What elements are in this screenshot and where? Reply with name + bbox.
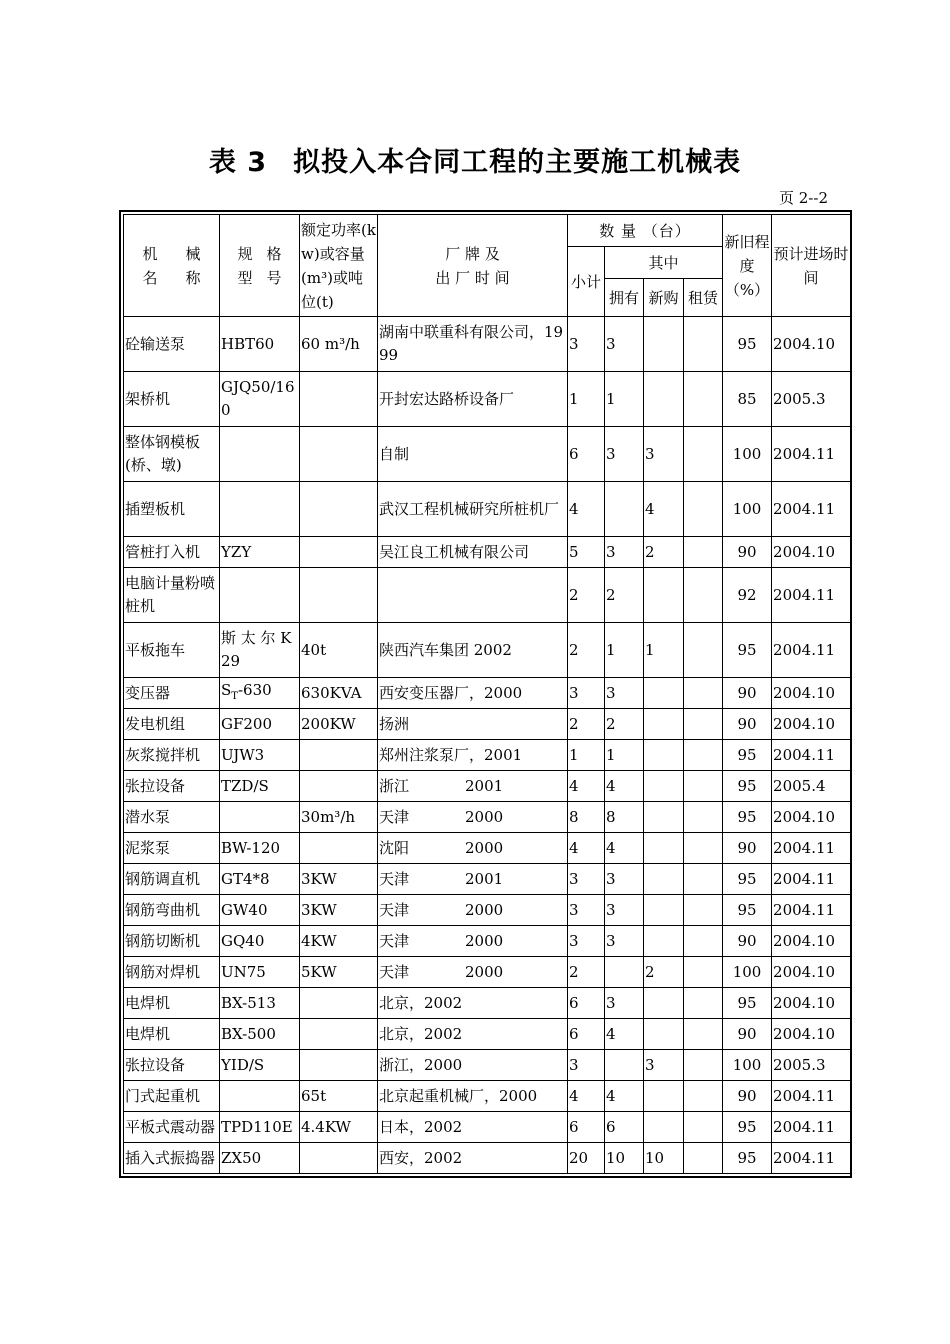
- cell-lease: [684, 1019, 723, 1050]
- cell-name: 变压器: [124, 678, 220, 709]
- cell-name: 管桩打入机: [124, 537, 220, 568]
- table-row: [124, 988, 851, 1019]
- page-number: 页 2--2: [779, 189, 828, 207]
- page-title: [0, 140, 950, 179]
- cell-subtotal: 1: [568, 740, 605, 771]
- cell-lease: [684, 1050, 723, 1081]
- cell-condition: 90: [723, 926, 772, 957]
- cell-name: 张拉设备: [124, 1050, 220, 1081]
- cell-name: 平板拖车: [124, 623, 220, 678]
- cell-model: [220, 427, 300, 482]
- cell-power: 200KW: [300, 709, 378, 740]
- header-name: 机 械 名 称: [124, 215, 220, 317]
- cell-maker: 日本，2002: [378, 1112, 568, 1143]
- cell-arrival: 2004.10: [772, 988, 851, 1019]
- cell-condition: 100: [723, 957, 772, 988]
- cell-model: GW40: [220, 895, 300, 926]
- cell-owned: 8: [605, 802, 644, 833]
- cell-arrival: 2005.4: [772, 771, 851, 802]
- table-row: [124, 1143, 851, 1174]
- table-body: [124, 317, 851, 1174]
- header-owned: 拥有: [605, 279, 644, 317]
- cell-owned: 4: [605, 771, 644, 802]
- table-row: [124, 678, 851, 709]
- cell-maker: 浙江，2000: [378, 1050, 568, 1081]
- equipment-table: [123, 214, 851, 1174]
- cell-condition: 90: [723, 678, 772, 709]
- cell-arrival: 2004.10: [772, 957, 851, 988]
- cell-power: [300, 833, 378, 864]
- cell-maker: 天津 2000: [378, 895, 568, 926]
- cell-condition: 95: [723, 623, 772, 678]
- cell-subtotal: 3: [568, 926, 605, 957]
- cell-arrival: 2004.11: [772, 623, 851, 678]
- cell-lease: [684, 1143, 723, 1174]
- cell-subtotal: 3: [568, 895, 605, 926]
- cell-subtotal: 6: [568, 1019, 605, 1050]
- cell-subtotal: 4: [568, 833, 605, 864]
- cell-power: [300, 537, 378, 568]
- table-row: [124, 482, 851, 537]
- cell-power: 5KW: [300, 957, 378, 988]
- cell-model: UJW3: [220, 740, 300, 771]
- cell-owned: 3: [605, 926, 644, 957]
- header-condition: 新旧程度（%）: [723, 215, 772, 317]
- table-row: [124, 802, 851, 833]
- table-row: [124, 833, 851, 864]
- cell-model: ZX50: [220, 1143, 300, 1174]
- cell-new: [644, 771, 684, 802]
- cell-new: [644, 1019, 684, 1050]
- cell-owned: 3: [605, 864, 644, 895]
- cell-subtotal: 3: [568, 864, 605, 895]
- table-row: [124, 740, 851, 771]
- cell-lease: [684, 1112, 723, 1143]
- table-row: [124, 864, 851, 895]
- cell-subtotal: 3: [568, 317, 605, 372]
- cell-power: [300, 771, 378, 802]
- table-header: [124, 215, 851, 317]
- cell-subtotal: 2: [568, 957, 605, 988]
- cell-maker: 天津 2000: [378, 802, 568, 833]
- header-quantity: 数 量 （台）: [568, 215, 723, 247]
- cell-subtotal: 4: [568, 771, 605, 802]
- cell-subtotal: 2: [568, 709, 605, 740]
- header-of-which: 其中: [605, 247, 723, 279]
- cell-power: [300, 372, 378, 427]
- cell-condition: 92: [723, 568, 772, 623]
- cell-model: BX-513: [220, 988, 300, 1019]
- cell-condition: 90: [723, 1081, 772, 1112]
- cell-subtotal: 2: [568, 623, 605, 678]
- cell-condition: 95: [723, 864, 772, 895]
- cell-power: 3KW: [300, 895, 378, 926]
- cell-subtotal: 5: [568, 537, 605, 568]
- table-row: [124, 1050, 851, 1081]
- cell-lease: [684, 709, 723, 740]
- cell-model: $S_T-630$: [220, 678, 300, 709]
- cell-new: [644, 1112, 684, 1143]
- cell-name: 砼输送泵: [124, 317, 220, 372]
- cell-owned: 4: [605, 1019, 644, 1050]
- cell-maker: 西安，2002: [378, 1143, 568, 1174]
- cell-new: 2: [644, 537, 684, 568]
- cell-power: [300, 988, 378, 1019]
- title-text: 拟投入本合同工程的主要施工机械表: [293, 147, 742, 178]
- cell-new: 2: [644, 957, 684, 988]
- cell-owned: 2: [605, 568, 644, 623]
- cell-new: [644, 1081, 684, 1112]
- cell-maker: 天津 2000: [378, 957, 568, 988]
- cell-subtotal: 8: [568, 802, 605, 833]
- cell-name: 钢筋对焊机: [124, 957, 220, 988]
- cell-arrival: 2004.11: [772, 568, 851, 623]
- cell-owned: [605, 482, 644, 537]
- cell-model: [220, 568, 300, 623]
- cell-arrival: 2004.10: [772, 317, 851, 372]
- cell-lease: [684, 623, 723, 678]
- cell-subtotal: 6: [568, 427, 605, 482]
- cell-lease: [684, 988, 723, 1019]
- cell-lease: [684, 537, 723, 568]
- cell-arrival: 2004.11: [772, 427, 851, 482]
- cell-power: 4KW: [300, 926, 378, 957]
- cell-name: 电焊机: [124, 988, 220, 1019]
- table-row: [124, 957, 851, 988]
- cell-power: [300, 427, 378, 482]
- cell-maker: 自制: [378, 427, 568, 482]
- cell-model: UN75: [220, 957, 300, 988]
- cell-subtotal: 3: [568, 1050, 605, 1081]
- cell-owned: 3: [605, 678, 644, 709]
- cell-maker: 武汉工程机械研究所桩机厂: [378, 482, 568, 537]
- cell-condition: 100: [723, 1050, 772, 1081]
- cell-arrival: 2004.11: [772, 895, 851, 926]
- cell-maker: 浙江 2001: [378, 771, 568, 802]
- cell-lease: [684, 568, 723, 623]
- cell-owned: [605, 1050, 644, 1081]
- cell-model: 斯 太 尔 K29: [220, 623, 300, 678]
- cell-owned: 3: [605, 317, 644, 372]
- equipment-table-frame: [119, 210, 852, 1178]
- cell-power: 3KW: [300, 864, 378, 895]
- cell-condition: 90: [723, 833, 772, 864]
- cell-lease: [684, 771, 723, 802]
- cell-name: 钢筋弯曲机: [124, 895, 220, 926]
- table-row: [124, 709, 851, 740]
- cell-model: YID/S: [220, 1050, 300, 1081]
- cell-owned: 2: [605, 709, 644, 740]
- cell-name: 张拉设备: [124, 771, 220, 802]
- cell-condition: 95: [723, 988, 772, 1019]
- cell-maker: 吴江良工机械有限公司: [378, 537, 568, 568]
- cell-maker: 扬洲: [378, 709, 568, 740]
- cell-new: [644, 988, 684, 1019]
- cell-owned: 10: [605, 1143, 644, 1174]
- table-row: [124, 895, 851, 926]
- cell-new: [644, 372, 684, 427]
- cell-subtotal: 20: [568, 1143, 605, 1174]
- cell-name: 平板式震动器: [124, 1112, 220, 1143]
- cell-model: GF200: [220, 709, 300, 740]
- table-row: [124, 568, 851, 623]
- cell-new: [644, 740, 684, 771]
- table-row: [124, 771, 851, 802]
- cell-model: [220, 802, 300, 833]
- cell-maker: [378, 568, 568, 623]
- cell-maker: 北京，2002: [378, 1019, 568, 1050]
- cell-new: [644, 709, 684, 740]
- cell-arrival: 2005.3: [772, 1050, 851, 1081]
- cell-arrival: 2004.11: [772, 482, 851, 537]
- cell-name: 插入式振捣器: [124, 1143, 220, 1174]
- cell-name: 潜水泵: [124, 802, 220, 833]
- cell-new: [644, 864, 684, 895]
- cell-power: [300, 482, 378, 537]
- cell-maker: 天津 2001: [378, 864, 568, 895]
- cell-subtotal: 4: [568, 1081, 605, 1112]
- cell-new: 1: [644, 623, 684, 678]
- cell-maker: 天津 2000: [378, 926, 568, 957]
- cell-power: 40t: [300, 623, 378, 678]
- cell-model: TZD/S: [220, 771, 300, 802]
- cell-arrival: 2004.10: [772, 1019, 851, 1050]
- cell-model: YZY: [220, 537, 300, 568]
- cell-power: 4.4KW: [300, 1112, 378, 1143]
- cell-name: 门式起重机: [124, 1081, 220, 1112]
- cell-lease: [684, 317, 723, 372]
- cell-owned: 1: [605, 740, 644, 771]
- cell-condition: 95: [723, 802, 772, 833]
- cell-owned: 3: [605, 988, 644, 1019]
- header-arrival: 预计进场时间: [772, 215, 851, 317]
- cell-maker: 西安变压器厂，2000: [378, 678, 568, 709]
- cell-power: [300, 740, 378, 771]
- cell-power: [300, 568, 378, 623]
- cell-new: [644, 678, 684, 709]
- cell-condition: 95: [723, 740, 772, 771]
- cell-model: TPD110E: [220, 1112, 300, 1143]
- cell-arrival: 2004.11: [772, 740, 851, 771]
- cell-arrival: 2004.10: [772, 709, 851, 740]
- cell-subtotal: 2: [568, 568, 605, 623]
- cell-name: 架桥机: [124, 372, 220, 427]
- cell-model: GT4*8: [220, 864, 300, 895]
- cell-new: [644, 802, 684, 833]
- cell-new: 3: [644, 1050, 684, 1081]
- cell-name: 泥浆泵: [124, 833, 220, 864]
- table-row: [124, 317, 851, 372]
- cell-condition: 95: [723, 771, 772, 802]
- cell-lease: [684, 926, 723, 957]
- cell-model: GQ40: [220, 926, 300, 957]
- title-label: 表 3: [208, 147, 268, 178]
- cell-condition: 95: [723, 1112, 772, 1143]
- cell-new: 3: [644, 427, 684, 482]
- cell-model: HBT60: [220, 317, 300, 372]
- cell-maker: 北京起重机械厂，2000: [378, 1081, 568, 1112]
- cell-owned: 4: [605, 833, 644, 864]
- cell-maker: 陕西汽车集团 2002: [378, 623, 568, 678]
- table-row: [124, 427, 851, 482]
- cell-condition: 95: [723, 317, 772, 372]
- cell-model: BW-120: [220, 833, 300, 864]
- cell-lease: [684, 802, 723, 833]
- cell-new: 4: [644, 482, 684, 537]
- cell-condition: 85: [723, 372, 772, 427]
- cell-lease: [684, 864, 723, 895]
- cell-lease: [684, 833, 723, 864]
- cell-new: [644, 895, 684, 926]
- cell-arrival: 2004.10: [772, 678, 851, 709]
- header-maker: 厂 牌 及 出 厂 时 间: [378, 215, 568, 317]
- header-model: 规 格 型 号: [220, 215, 300, 317]
- cell-subtotal: 4: [568, 482, 605, 537]
- cell-subtotal: 6: [568, 1112, 605, 1143]
- cell-lease: [684, 740, 723, 771]
- cell-name: 电焊机: [124, 1019, 220, 1050]
- cell-name: 灰浆搅拌机: [124, 740, 220, 771]
- header-lease: 租赁: [684, 279, 723, 317]
- cell-new: 10: [644, 1143, 684, 1174]
- cell-maker: 北京，2002: [378, 988, 568, 1019]
- cell-power: [300, 1050, 378, 1081]
- cell-lease: [684, 1081, 723, 1112]
- cell-lease: [684, 957, 723, 988]
- cell-owned: 6: [605, 1112, 644, 1143]
- cell-subtotal: 1: [568, 372, 605, 427]
- cell-maker: 沈阳 2000: [378, 833, 568, 864]
- cell-model: [220, 1081, 300, 1112]
- cell-name: 插塑板机: [124, 482, 220, 537]
- cell-subtotal: 3: [568, 678, 605, 709]
- table-row: [124, 1081, 851, 1112]
- cell-lease: [684, 895, 723, 926]
- cell-owned: 3: [605, 537, 644, 568]
- cell-owned: 1: [605, 372, 644, 427]
- cell-owned: 4: [605, 1081, 644, 1112]
- cell-lease: [684, 372, 723, 427]
- cell-model: [220, 482, 300, 537]
- header-subtotal: 小计: [568, 247, 605, 317]
- cell-condition: 100: [723, 427, 772, 482]
- cell-lease: [684, 482, 723, 537]
- cell-name: 整体钢模板(桥、墩): [124, 427, 220, 482]
- table-row: [124, 623, 851, 678]
- cell-condition: 90: [723, 709, 772, 740]
- cell-owned: 3: [605, 427, 644, 482]
- table-row: [124, 372, 851, 427]
- cell-condition: 90: [723, 1019, 772, 1050]
- cell-new: [644, 317, 684, 372]
- table-row: [124, 537, 851, 568]
- cell-condition: 90: [723, 537, 772, 568]
- cell-condition: 95: [723, 1143, 772, 1174]
- cell-maker: 开封宏达路桥设备厂: [378, 372, 568, 427]
- cell-arrival: 2004.11: [772, 1143, 851, 1174]
- cell-arrival: 2004.11: [772, 1112, 851, 1143]
- cell-condition: 95: [723, 895, 772, 926]
- cell-name: 发电机组: [124, 709, 220, 740]
- cell-new: [644, 926, 684, 957]
- cell-owned: 3: [605, 895, 644, 926]
- table-row: [124, 1112, 851, 1143]
- cell-power: 30m³/h: [300, 802, 378, 833]
- table-row: [124, 926, 851, 957]
- cell-power: 65t: [300, 1081, 378, 1112]
- cell-name: 钢筋切断机: [124, 926, 220, 957]
- cell-new: [644, 568, 684, 623]
- cell-power: 630KVA: [300, 678, 378, 709]
- cell-power: 60 m³/h: [300, 317, 378, 372]
- cell-arrival: 2004.11: [772, 864, 851, 895]
- cell-model: GJQ50/160: [220, 372, 300, 427]
- cell-arrival: 2004.11: [772, 833, 851, 864]
- cell-lease: [684, 427, 723, 482]
- cell-arrival: 2004.11: [772, 1081, 851, 1112]
- cell-maker: 湖南中联重科有限公司，1999: [378, 317, 568, 372]
- header-new-purchase: 新购: [644, 279, 684, 317]
- header-power: 额定功率(kw)或容量 (m³)或吨位(t): [300, 215, 378, 317]
- cell-name: 钢筋调直机: [124, 864, 220, 895]
- cell-arrival: 2004.10: [772, 926, 851, 957]
- cell-arrival: 2004.10: [772, 802, 851, 833]
- cell-power: [300, 1019, 378, 1050]
- cell-maker: 郑州注浆泵厂，2001: [378, 740, 568, 771]
- cell-power: [300, 1143, 378, 1174]
- cell-lease: [684, 678, 723, 709]
- cell-new: [644, 833, 684, 864]
- cell-condition: 100: [723, 482, 772, 537]
- cell-arrival: 2004.10: [772, 537, 851, 568]
- cell-owned: [605, 957, 644, 988]
- cell-subtotal: 6: [568, 988, 605, 1019]
- cell-name: 电脑计量粉喷桩机: [124, 568, 220, 623]
- cell-owned: 1: [605, 623, 644, 678]
- cell-model: BX-500: [220, 1019, 300, 1050]
- table-row: [124, 1019, 851, 1050]
- cell-arrival: 2005.3: [772, 372, 851, 427]
